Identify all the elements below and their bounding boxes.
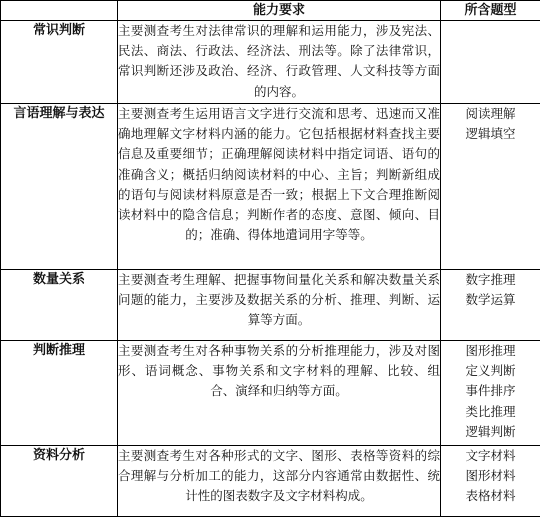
table-row [1, 104, 540, 270]
row-name: 资料分析 [1, 446, 118, 517]
row-types [441, 446, 540, 517]
row-name: 数量关系 [1, 270, 118, 341]
row-types [441, 104, 540, 270]
question-type: 图形材料 [465, 468, 516, 484]
header-col1 [1, 1, 118, 21]
row-description: 主要测查考生对各种事物关系的分析推理能力，涉及对图形、语词概念、事物关系和文字材料的理解、比较、组合、演绎和归纳等方面。 [118, 341, 441, 446]
table-row [1, 341, 540, 446]
header-question-types: 所含题型 [441, 1, 540, 21]
row-description: 主要测查考生对各种形式的文字、图形、表格等资料的综合理解与分析加工的能力，这部分内容通常由数据性、统计性的图表数字及文字材料构成。 [118, 446, 441, 517]
table-row [1, 270, 540, 341]
row-description: 主要测查考生对法律常识的理解和运用能力，涉及宪法、民法、商法、行政法、经济法、刑法等。除了法律常识，常识判断还涉及政治、经济、行政管理、人文科技等方面的内容。 [118, 21, 441, 104]
question-type: 类比推理 [465, 403, 516, 419]
question-type: 表格材料 [465, 488, 516, 504]
table-row [1, 21, 540, 104]
question-type: 事件排序 [465, 383, 516, 399]
table-row [1, 446, 540, 517]
question-type: 文字材料 [465, 448, 516, 463]
row-types [441, 341, 540, 446]
question-type: 逻辑判断 [465, 423, 516, 439]
header-row [1, 1, 540, 21]
row-description: 主要测查考生运用语言文字进行交流和思考、迅速而又准确地理解文字材料内涵的能力。它包括根据材料查找主要信息及重要细节；正确理解阅读材料中指定词语、语句的准确含义；概括归纳阅读材料的中心、主旨；判断新组成的语句与阅读材料原意是否一致；根据上下文合理推断阅读材料中的隐含信息；判断作者的态度、意图、倾向、目的；准确、得体地遣词用字等等。 [118, 104, 441, 270]
question-type: 数学运算 [465, 292, 516, 308]
question-type: 定义判断 [465, 363, 516, 379]
row-description: 主要测查考生理解、把握事物间量化关系和解决数量关系问题的能力，主要涉及数据关系的分析、推理、判断、运算等方面。 [118, 270, 441, 341]
row-types [441, 270, 540, 341]
row-types [441, 21, 540, 104]
question-type: 逻辑填空 [465, 126, 516, 142]
row-name: 常识判断 [1, 21, 118, 104]
question-type: 阅读理解 [465, 106, 516, 121]
row-name: 言语理解与表达 [1, 104, 118, 270]
header-ability-requirements: 能力要求 [118, 1, 441, 21]
question-type: 图形推理 [465, 343, 516, 358]
row-name: 判断推理 [1, 341, 118, 446]
question-type: 数字推理 [465, 272, 516, 287]
